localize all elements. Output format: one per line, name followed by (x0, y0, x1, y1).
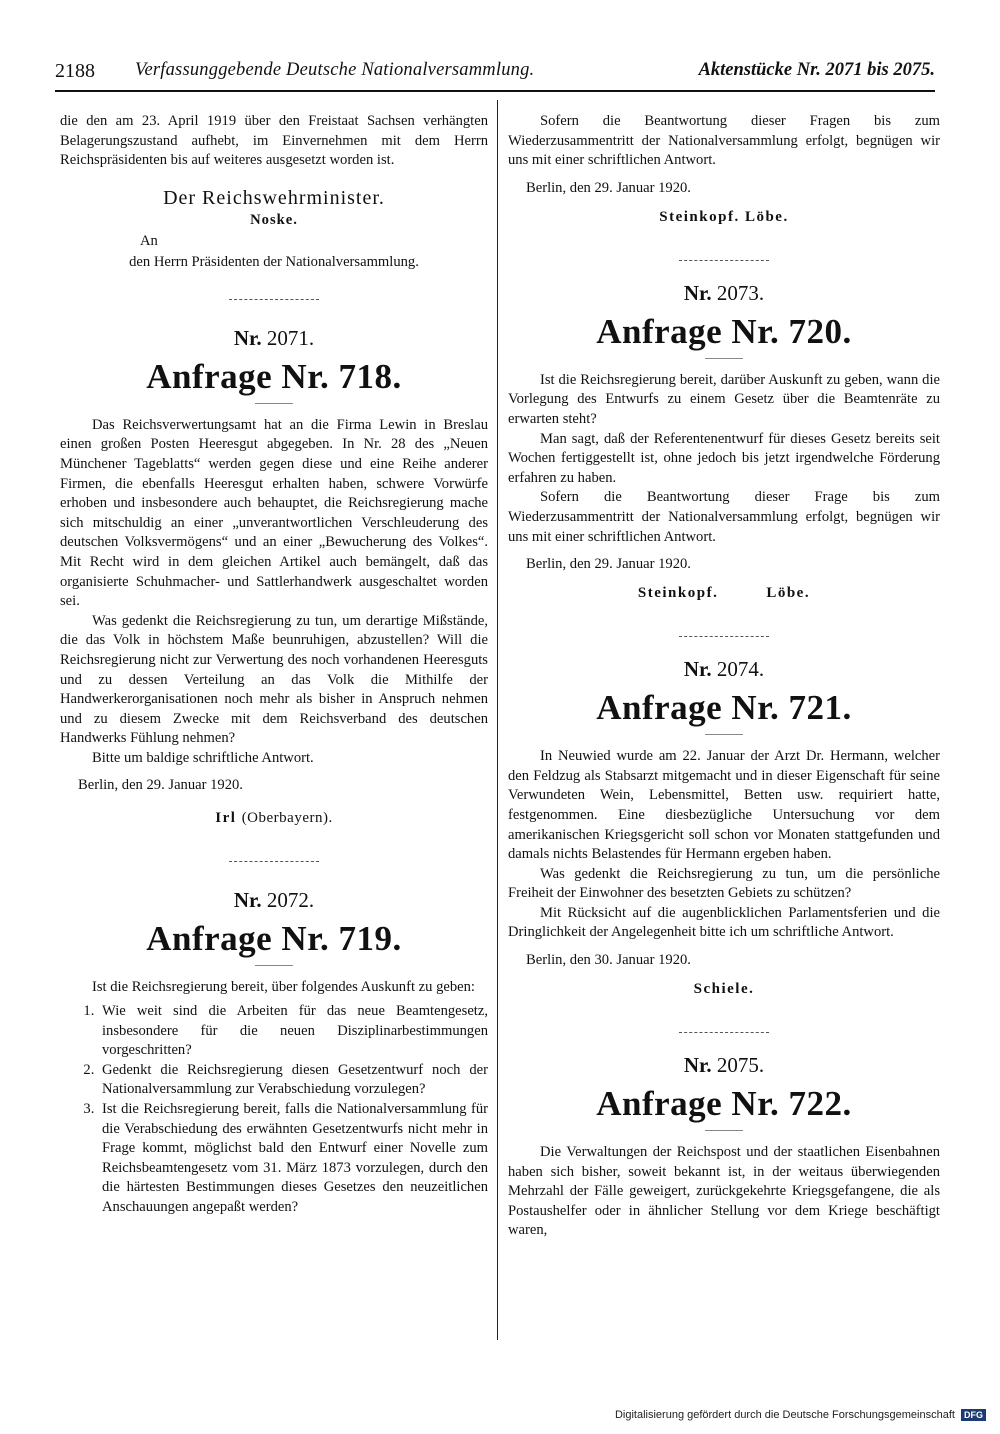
nr-number: 2071. (266, 325, 315, 350)
signer-name: Steinkopf. (637, 585, 719, 602)
minister-name: Noske. (250, 211, 298, 228)
running-title: Verfassunggebende Deutsche Nationalversammlung. (135, 60, 535, 80)
intro-text: die den am 23. April 1919 über den Freistaat Sachsen verhängten Belagerungszustand aufhebt, im Einvernehmen mit dem Herrn Reichspräsidenten bis auf weiteres ausgesetzt worden ist. (60, 113, 488, 169)
minister-title: Der Reichswehrminister. (163, 186, 385, 209)
list-item: 2. Gedenkt die Reichsregierung diesen Gesetzentwurf noch der Nationalversammlung zur Verabschiedung vorzulegen? (98, 1061, 488, 1100)
doc2073-paragraph-3: Sofern die Beantwortung dieser Frage bis zum Wiederzusammentritt der Nationalversammlung erfolgt, begnügen wir uns mit einer schriftlichen Antwort. (508, 489, 940, 545)
left-column (60, 112, 488, 1218)
addressee: den Herrn Präsidenten der Nationalversammlung. (129, 253, 419, 270)
doc2073-date: Berlin, den 29. Januar 1920. (526, 556, 691, 573)
digitization-credit (615, 1409, 986, 1421)
nr-2075-heading (508, 1053, 940, 1078)
page-number: 2188 (55, 60, 95, 82)
anfrage-720-title: Anfrage Nr. 720. (596, 311, 852, 351)
nr-prefix: Nr. (683, 1053, 712, 1078)
doc2075-paragraph-1: Die Verwaltungen der Reichspost und der staatlichen Eisenbahnen haben sich bisher, soweit bekannt ist, in der weitaus überwiegenden Mehrzahl der Fälle geweigert, zurückgekehrte Kriegsgefangene, die als Postaushelfer oder in ähnlicher Stellung vor dem Kriege beschäftigt waren, (508, 1144, 940, 1239)
nr-prefix: Nr. (233, 325, 262, 350)
list-item: 1. Wie weit sind die Arbeiten für das neue Beamtengesetz, insbesondere für die neuen Disziplinarbestimmungen vorgeschritten? (98, 1002, 488, 1061)
nr-2071-heading (60, 326, 488, 351)
nr-number: 2072. (266, 888, 315, 913)
doc2073-signature (508, 585, 940, 602)
continued-signature (508, 209, 940, 226)
nr-prefix: Nr. (683, 280, 712, 305)
doc2071-paragraph-1: Das Reichsverwertungsamt hat an die Firma Lewin in Breslau einen großen Posten Heeresgut abgegeben. In Nr. 28 des „Neuen Münchener Tageblatts“ werden gegen diese und eine Reihe anderer Firmen, die ebenfalls Heeresgut erhalten haben, schwere Vorwürfe erhoben und insbesondere auch behauptet, die Reichsregierung mache sich mitschuldig an einer „unverantwortlichen Verschleuderung des deutschen Volksvermögens“ und an einer „Bewucherung des Volkes“. Mit Recht wird in dem gleichen Artikel auch bemängelt, daß das organisierte Schuhmacher- und Sattlerhandwerk ausgeschaltet worden sei. (60, 416, 488, 610)
addressee-an: An (140, 232, 158, 249)
continued-date: Berlin, den 29. Januar 1920. (526, 179, 691, 196)
signer-name: Löbe. (744, 208, 789, 225)
nr-prefix: Nr. (683, 657, 712, 682)
section-separator (679, 260, 769, 261)
nr-number: 2073. (716, 280, 765, 305)
doc2073-paragraph-1: Ist die Reichsregierung bereit, darüber Auskunft zu geben, wann die Vorlegung des Entwurfs zu einem Gesetz über die Beamtenräte zu erwarten steht? (508, 371, 940, 427)
continued-text: Sofern die Beantwortung dieser Fragen bis zum Wiederzusammentritt der Nationalversammlung erfolgt, begnügen wir uns mit einer schriftlichen Antwort. (508, 113, 940, 169)
nr-2073-heading (508, 281, 940, 306)
signer-region: (Oberbayern). (241, 810, 333, 827)
nr-2074-heading (508, 657, 940, 682)
section-separator (229, 861, 319, 862)
doc2074-paragraph-3: Mit Rücksicht auf die augenblicklichen Parlamentsferien und die Dringlichkeit der Angelegenheit bitte ich um schriftliche Antwort. (508, 904, 940, 941)
title-rule (255, 403, 293, 404)
column-divider (497, 100, 498, 1340)
credit-text: Digitalisierung gefördert durch die Deutsche Forschungsgemeinschaft (614, 1409, 955, 1421)
doc2071-paragraph-2: Was gedenkt die Reichsregierung zu tun, um derartige Mißstände, die das Volk in höchstem Maße beunruhigen, abzustellen? Will die Reichsregierung nicht zur Verwertung des noch vorhandenen Heeresguts und zu dessen Verteilung an das Volk die Mithilfe der Handwerkerorganisationen noch mehr als bisher in Anspruch nehmen und zu diesem Zwecke mit dem Reichsverband des deutschen Handwerks Fühlung nehmen? (60, 612, 488, 747)
section-separator (229, 299, 319, 300)
signer-name: Löbe. (766, 585, 811, 602)
nr-prefix: Nr. (233, 888, 262, 913)
doc2074-paragraph-1: In Neuwied wurde am 22. Januar der Arzt Dr. Hermann, welcher den Feldzug als Stabsarzt mitgemacht und in dieser Eigenschaft für seine Verwundeten Wein, Lebensmittel, Betten usw. requiriert hatte, festgenommen. Eine diesbezügliche Untersuchung vor dem amerikanischen Kriegsgericht soll schon vor Monaten stattgefunden und damals nichts Belastendes für Hermann ergeben haben. (508, 748, 940, 863)
section-separator (679, 636, 769, 637)
doc2074-paragraph-2: Was gedenkt die Reichsregierung zu tun, um die persönliche Freiheit der Einwohner des besetzten Gebiets zu schützen? (508, 865, 940, 902)
doc2071-paragraph-3: Bitte um baldige schriftliche Antwort. (92, 749, 314, 766)
dfg-logo: DFG (961, 1409, 986, 1421)
section-separator (679, 1032, 769, 1033)
title-rule (255, 965, 293, 966)
anfrage-721-title: Anfrage Nr. 721. (596, 688, 852, 728)
nr-2072-heading (60, 888, 488, 913)
doc2074-date: Berlin, den 30. Januar 1920. (526, 952, 691, 969)
anfrage-718-title: Anfrage Nr. 718. (146, 356, 402, 396)
signer-name: Steinkopf. (659, 208, 740, 225)
doc2072-intro: Ist die Reichsregierung bereit, über folgendes Auskunft zu geben: (92, 979, 475, 996)
title-rule (705, 1130, 743, 1131)
title-rule (705, 358, 743, 359)
signer-name: Irl (215, 810, 237, 827)
document-range: Aktenstücke Nr. 2071 bis 2075. (698, 60, 935, 80)
question-list (60, 1002, 488, 1218)
doc2071-signature (60, 810, 488, 827)
nr-number: 2075. (716, 1053, 765, 1078)
page-header (55, 58, 935, 92)
doc2073-paragraph-2: Man sagt, daß der Referentenentwurf für dieses Gesetz bereits seit Wochen fertiggestellt ist, ohne jedoch bis jetzt irgendwelche Förderung erfahren zu haben. (508, 430, 940, 486)
nr-number: 2074. (716, 657, 765, 682)
doc2071-date: Berlin, den 29. Januar 1920. (78, 777, 243, 794)
right-column (508, 112, 940, 1241)
doc2074-signature: Schiele. (693, 981, 755, 998)
anfrage-719-title: Anfrage Nr. 719. (146, 919, 402, 959)
list-item: 3. Ist die Reichsregierung bereit, falls die Nationalversammlung für die Verabschiedung des erwähnten Gesetzentwurfs nicht mehr in Frage kommt, möglichst bald den Entwurf einer Novelle zum Reichsbeamtengesetz vom 31. März 1873 vorzulegen, durch den die härtesten Bestimmungen dieses Gesetzes den neuzeitlichen Anschauungen angepaßt werden? (98, 1100, 488, 1218)
title-rule (705, 734, 743, 735)
anfrage-722-title: Anfrage Nr. 722. (596, 1084, 852, 1124)
